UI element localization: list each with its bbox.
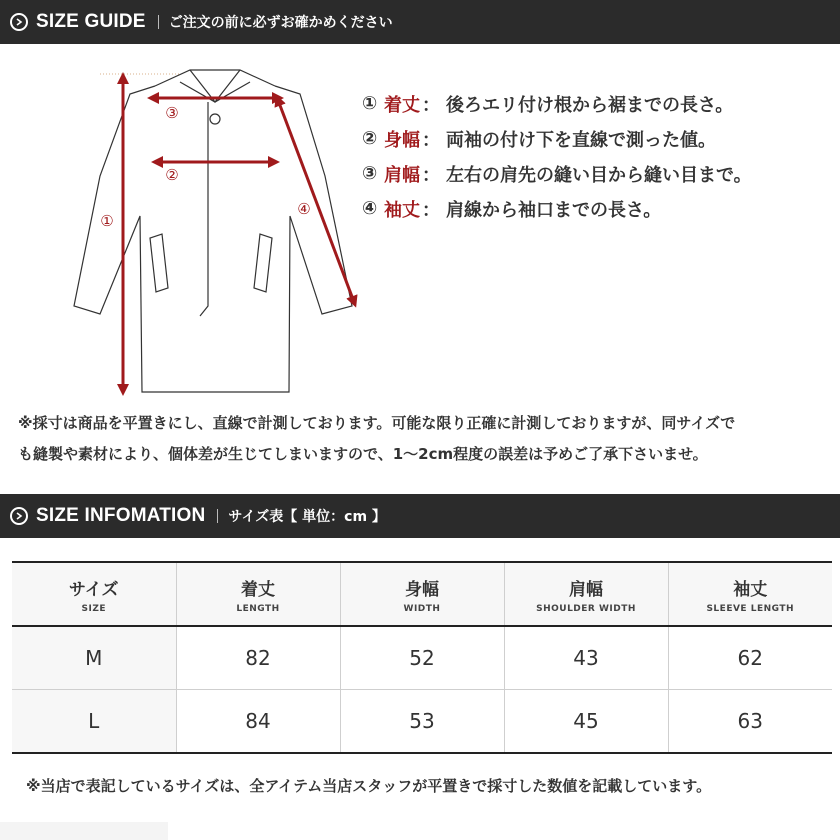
length-value: 82 — [176, 626, 340, 690]
size-guide-subtitle: ご注文の前に必ずお確かめください — [168, 15, 393, 31]
measurement-legend — [362, 86, 752, 226]
sleeve-value: 62 — [668, 626, 832, 690]
table-row — [12, 626, 832, 690]
chevron-right-circle-icon — [10, 507, 28, 525]
legend-item-length: ① 着丈 ： 後ろエリ付け根から裾までの長さ。 — [362, 93, 734, 116]
measurement-note-line-2: も縫製や素材により、個体差が生じてしまいますので、1〜2cm程度の誤差は予めご了承下さいませ。 — [18, 445, 708, 463]
legend-item-width: ② 身幅 ： 両袖の付け下を直線で測った値。 — [362, 128, 716, 151]
column-header-sleeve: 袖丈 SLEEVE LENGTH — [668, 562, 832, 626]
size-information-header — [0, 494, 840, 538]
legend-item-sleeve: ④ 袖丈 ： 肩線から袖口までの長さ。 — [362, 198, 662, 221]
size-guide-title: SIZE GUIDE — [36, 11, 146, 32]
length-value: 84 — [176, 690, 340, 754]
table-row — [12, 690, 832, 754]
measurement-note — [18, 408, 832, 470]
column-header-length: 着丈 LENGTH — [176, 562, 340, 626]
size-table-note: ※当店で表記しているサイズは、全アイテム当店スタッフが平置きで採寸した数値を記載しています。 — [26, 777, 712, 795]
size-label: L — [12, 690, 176, 754]
footer-tab — [0, 822, 168, 840]
legend-item-shoulder: ③ 肩幅 ： 左右の肩先の縫い目から縫い目まで。 — [362, 163, 752, 186]
shoulder-value: 43 — [504, 626, 668, 690]
marker-length: ① — [100, 212, 114, 230]
size-guide-header — [0, 0, 840, 44]
coat-outline — [74, 70, 352, 392]
measure-arrows — [123, 78, 354, 390]
sleeve-value: 63 — [668, 690, 832, 754]
size-label: M — [12, 626, 176, 690]
width-value: 53 — [340, 690, 504, 754]
marker-width: ② — [165, 166, 179, 184]
header-divider — [217, 509, 218, 523]
shoulder-value: 45 — [504, 690, 668, 754]
size-table-header-row — [12, 562, 832, 626]
column-header-size: サイズ SIZE — [12, 562, 176, 626]
column-header-width: 身幅 WIDTH — [340, 562, 504, 626]
size-table — [12, 561, 832, 754]
header-divider — [158, 15, 159, 29]
column-header-shoulder: 肩幅 SHOULDER WIDTH — [504, 562, 668, 626]
coat-measurement-diagram — [60, 56, 370, 402]
marker-shoulder: ③ — [165, 104, 179, 122]
marker-sleeve: ④ — [297, 200, 311, 218]
size-information-title: SIZE INFOMATION — [36, 505, 206, 526]
chevron-right-circle-icon — [10, 13, 28, 31]
measurement-note-line-1: ※採寸は商品を平置きにし、直線で計測しております。可能な限り正確に計測しておりますが、同サイズで — [18, 414, 736, 432]
width-value: 52 — [340, 626, 504, 690]
size-information-subtitle: サイズ表【 単位：cm 】 — [228, 509, 386, 525]
